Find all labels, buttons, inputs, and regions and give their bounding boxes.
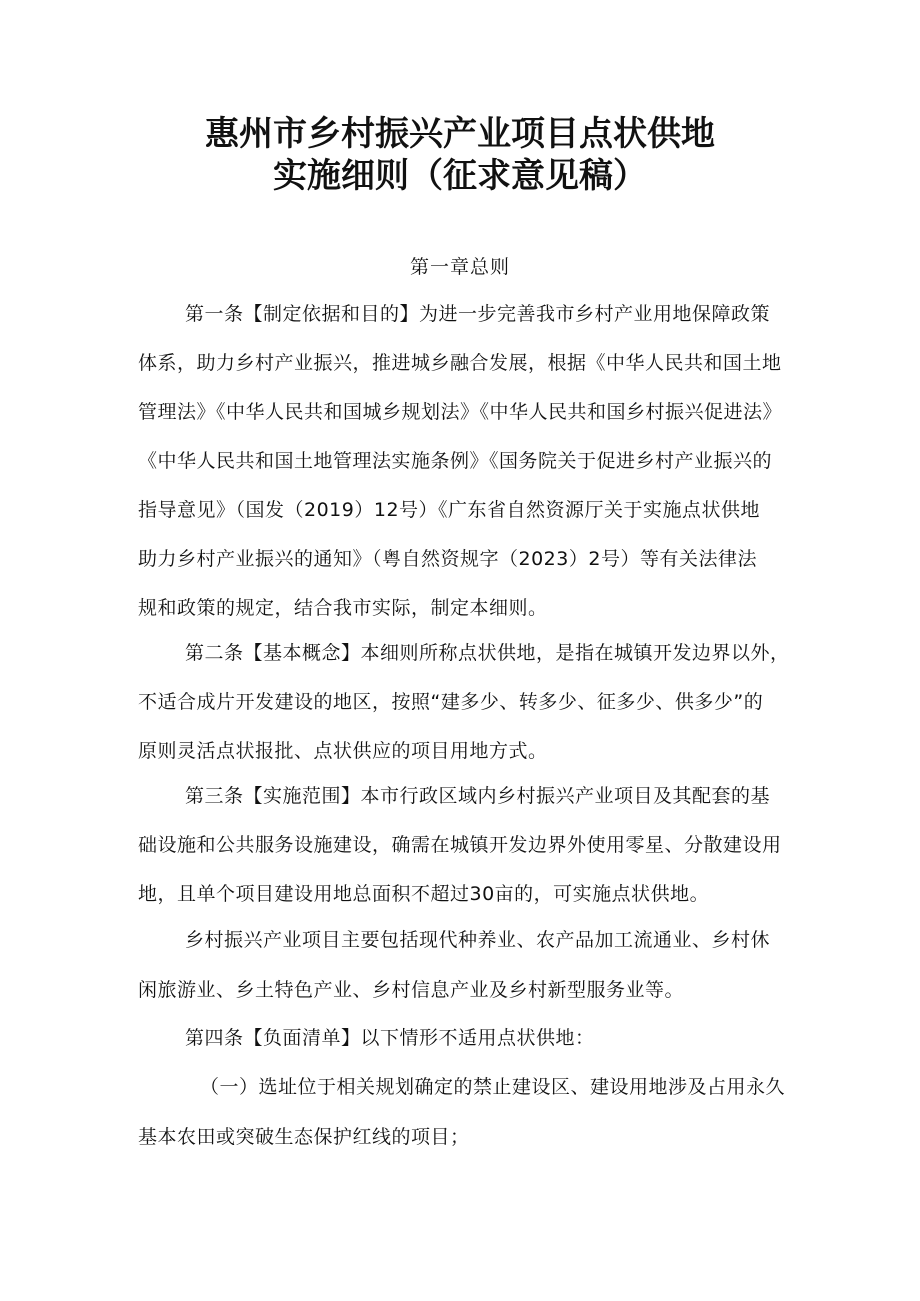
article-3-line-3: 地，且单个项目建设用地总面积不超过30亩的，可实施点状供地。: [138, 883, 710, 905]
chapter-heading: 第一章总则: [409, 256, 510, 278]
article-2-line-3: 原则灵活点状报批、点状供应的项目用地方式。: [138, 740, 548, 762]
article-1-line-7: 规和政策的规定，结合我市实际，制定本细则。: [138, 597, 548, 619]
article-3-para2-line-2: 闲旅游业、乡土特色产业、乡村信息产业及乡村新型服务业等。: [138, 979, 685, 1001]
article-4-item-1-line-2: 基本农田或突破生态保护红线的项目；: [138, 1126, 470, 1148]
article-4-line-1: 第四条【负面清单】以下情形不适用点状供地：: [185, 1027, 595, 1049]
article-3-line-1: 第三条【实施范围】本市行政区域内乡村振兴产业项目及其配套的基: [185, 785, 771, 807]
document-title-line1: 惠州市乡村振兴产业项目点状供地: [205, 114, 715, 154]
article-4-item-1-line-1: （一）选址位于相关规划确定的禁止建设区、建设用地涉及占用永久: [200, 1076, 786, 1098]
article-1-line-2: 体系，助力乡村产业振兴，推进城乡融合发展，根据《中华人民共和国土地: [138, 352, 782, 374]
article-1-line-1: 第一条【制定依据和目的】为进一步完善我市乡村产业用地保障政策: [185, 303, 771, 325]
article-1-line-6: 助力乡村产业振兴的通知》（粤自然资规字（2023）2号）等有关法律法: [138, 548, 757, 570]
article-1-line-4: 《中华人民共和国土地管理法实施条例》《国务院关于促进乡村产业振兴的: [138, 450, 773, 472]
article-3-line-2: 础设施和公共服务设施建设，确需在城镇开发边界外使用零星、分散建设用: [138, 834, 782, 856]
article-1-line-3: 管理法》《中华人民共和国城乡规划法》《中华人民共和国乡村振兴促进法》: [138, 401, 783, 423]
article-2-line-2: 不适合成片开发建设的地区，按照“建多少、转多少、征多少、供多少”的: [138, 691, 764, 713]
article-2-line-1: 第二条【基本概念】本细则所称点状供地，是指在城镇开发边界以外，: [185, 642, 790, 664]
document-title-line2: 实施细则（征求意见稿）: [273, 156, 647, 196]
article-1-line-5: 指导意见》（国发（2019）12号）《广东省自然资源厅关于实施点状供地: [138, 499, 761, 521]
article-3-para2-line-1: 乡村振兴产业项目主要包括现代种养业、农产品加工流通业、乡村休: [185, 929, 771, 951]
